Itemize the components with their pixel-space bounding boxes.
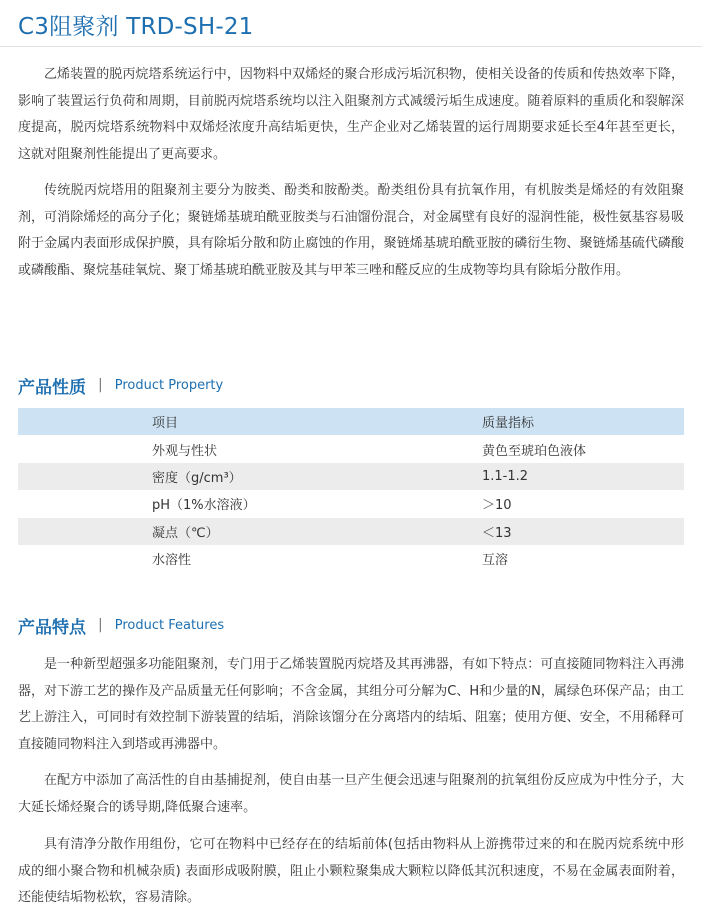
table-cell-spec: 黄色至琥珀色液体 xyxy=(352,435,684,462)
features-heading-separator: | xyxy=(98,617,103,633)
property-heading-cn: 产品性质 xyxy=(18,377,86,398)
features-section-heading xyxy=(18,613,224,637)
page-title: C3阻聚剂 TRD-SH-21 xyxy=(18,14,254,40)
table-header-spec: 质量指标 xyxy=(352,408,684,435)
table-header-row xyxy=(18,408,684,435)
features-heading-cn: 产品特点 xyxy=(18,617,86,638)
table-row xyxy=(18,463,684,490)
intro-paragraph-1: 乙烯装置的脱丙烷塔系统运行中，因物料中双烯烃的聚合形成污垢沉积物，使相关设备的传质和传热效率下降，影响了装置运行负荷和周期，目前脱丙烷塔系统均以注入阻聚剂方式减缓污垢生成速度。随着原料的重质化和裂解深度提高，脱丙烷塔系统物料中双烯烃浓度升高结垢更快，生产企业对乙烯装置的运行周期要求延长至4年甚至更长，这就对阻聚剂性能提出了更高要求。 xyxy=(18,67,684,162)
table-cell-spec: 1.1-1.2 xyxy=(352,463,684,490)
table-cell-spec: ＞10 xyxy=(352,490,684,517)
features-paragraph-1: 是一种新型超强多功能阻聚剂，专门用于乙烯装置脱丙烷塔及其再沸器，有如下特点：可直接随同物料注入再沸器，对下游工艺的操作及产品质量无任何影响；不含金属，其组分可分解为C、H和少量的N，属绿色环保产品；由工艺上游注入，可同时有效控制下游装置的结垢，消除该馏分在分离塔内的结垢、阻塞；使用方便、安全，不用稀释可直接随同物料注入到塔或再沸器中。 xyxy=(18,657,684,752)
title-divider xyxy=(0,46,702,47)
property-section-heading xyxy=(18,373,223,397)
table-cell-spec: ＜13 xyxy=(352,518,684,545)
table-row xyxy=(18,518,684,545)
property-heading-en: Product Property xyxy=(114,377,224,393)
table-cell-item: 凝点（℃） xyxy=(18,518,352,545)
property-table xyxy=(18,408,684,572)
intro-paragraph-2: 传统脱丙烷塔用的阻聚剂主要分为胺类、酚类和胺酚类。酚类组份具有抗氧作用，有机胺类是烯烃的有效阻聚剂，可消除烯烃的高分子化；聚链烯基琥珀酰亚胺类与石油馏份混合，对金属壁有良好的湿润性能，极性氨基容易吸附于金属内表面形成保护膜，具有除垢分散和防止腐蚀的作用，聚链烯基琥珀酰亚胺的磷衍生物、聚链烯基硫代磷酸或磷酸酯、聚烷基硅氧烷、聚丁烯基琥珀酰亚胺及其与甲苯三唑和醛反应的生成物等均具有除垢分散作用。 xyxy=(18,183,684,278)
table-row xyxy=(18,490,684,517)
table-cell-spec: 互溶 xyxy=(352,545,684,572)
property-heading-separator: | xyxy=(98,377,103,393)
table-cell-item: 外观与性状 xyxy=(18,435,352,462)
features-paragraph-3: 具有清净分散作用组份，它可在物料中已经存在的结垢前体(包括由物料从上游携带过来的和在脱丙烷系统中形成的细小聚合物和机械杂质) 表面形成吸附膜，阻止小颗粒聚集成大颗粒以降低其沉积速度，不易在金属表面附着，还能使结垢物松软，容易清除。 xyxy=(18,837,684,905)
features-heading-en: Product Features xyxy=(114,617,225,633)
table-row xyxy=(18,545,684,572)
table-cell-item: pH（1%水溶液） xyxy=(18,490,352,517)
table-header-item: 项目 xyxy=(18,408,352,435)
table-cell-item: 水溶性 xyxy=(18,545,352,572)
table-cell-item: 密度（g/cm³） xyxy=(18,463,352,490)
features-paragraph-2: 在配方中添加了高活性的自由基捕捉剂，使自由基一旦产生便会迅速与阻聚剂的抗氧组份反应成为中性分子，大大延长烯烃聚合的诱导期,降低聚合速率。 xyxy=(18,773,684,815)
table-row xyxy=(18,435,684,462)
